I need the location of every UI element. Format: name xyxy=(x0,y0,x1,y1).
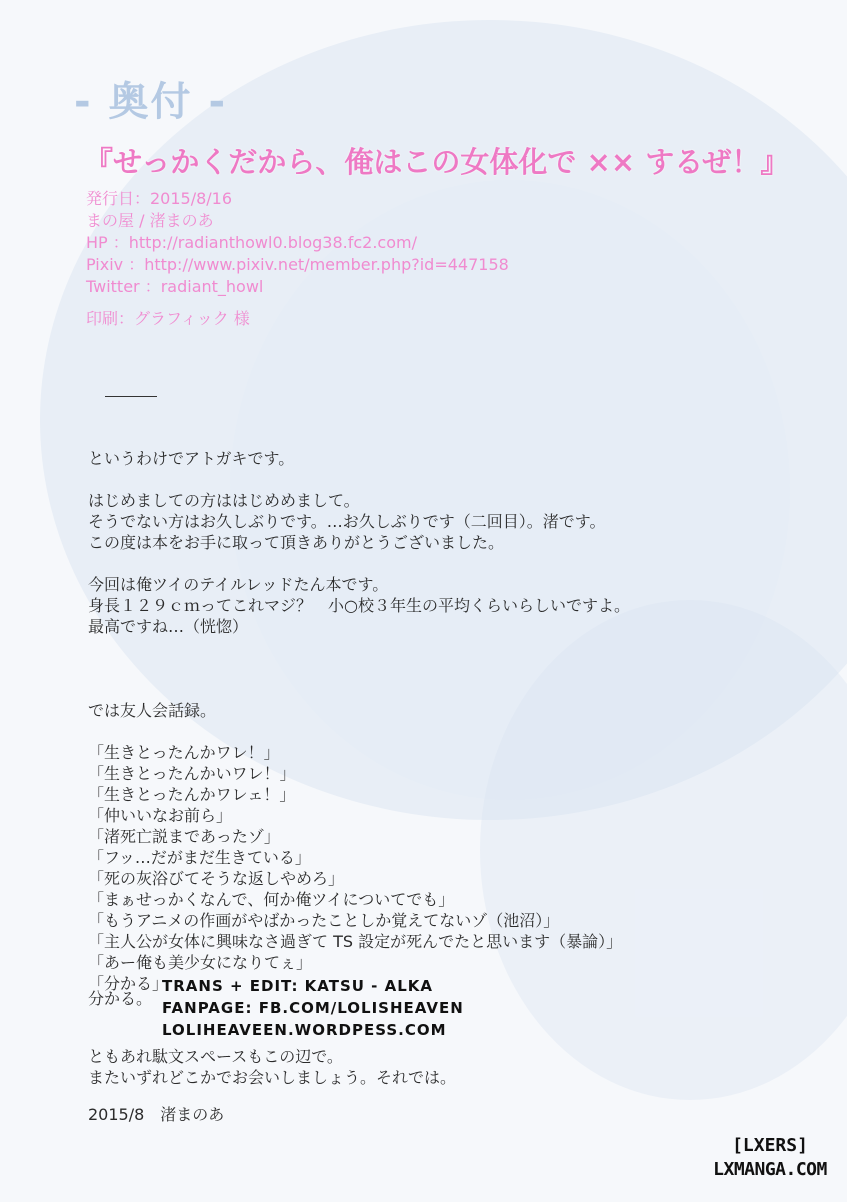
dialogue-line: 「まぁせっかくなんで、何か俺ツイについてでも」 xyxy=(88,890,455,909)
publish-date: 発行日：2015/8/16 xyxy=(86,189,233,208)
closing-text xyxy=(88,1046,456,1088)
page-title: - 奥付 - xyxy=(74,79,228,125)
dialogue-line: 「死の灰浴びてそうな返しやめろ」 xyxy=(88,869,345,888)
afterword-line: 今回は俺ツイのテイルレッドたん本です。 xyxy=(88,575,389,594)
afterword-line xyxy=(88,721,630,742)
afterword-line: 身長１２９ｃｍってこれマジ？ 小○校３年生の平均くらいらしいですよ。 xyxy=(88,596,630,615)
credit-website: LOLIHEAVEEN.WORDPESS.COM xyxy=(162,1021,447,1039)
homepage-url: HP ：http://radianthowl0.blog38.fc2.com/ xyxy=(86,233,417,252)
dialogue-line: 「分かる」 xyxy=(88,974,169,993)
afterword-line: 最高ですね…（恍惚） xyxy=(88,617,249,636)
dialogue-line: 「あー俺も美少女になりてぇ」 xyxy=(88,953,313,972)
watermark-group: [LXERS] xyxy=(732,1135,808,1156)
afterword-line xyxy=(88,553,630,574)
afterword-line xyxy=(88,679,630,700)
divider xyxy=(105,396,157,397)
watermark-site: LXMANGA.COM xyxy=(713,1159,827,1180)
dialogue-line: 「もうアニメの作画がやばかったことしか覚えてないゾ（池沼）」 xyxy=(88,911,560,930)
twitter-handle: Twitter ：radiant_howl xyxy=(86,277,264,296)
dialogue-line: 「仲いいなお前ら」 xyxy=(88,806,233,825)
printer-credit: 印刷：グラフィック 様 xyxy=(86,309,250,328)
afterword-line xyxy=(88,469,630,490)
dialogue-line: 「生きとったんかいワレ！」 xyxy=(88,764,296,783)
scanlation-credits xyxy=(162,975,464,1041)
dialogue-line: 「渚死亡説まであったゾ」 xyxy=(88,827,280,846)
afterword-text xyxy=(88,448,630,994)
closing-line: またいずれどこかでお会いしましょう。それでは。 xyxy=(88,1068,457,1087)
signature: 2015/8 渚まのあ xyxy=(88,1105,225,1124)
closing-line: ともあれ駄文スペースもこの辺で。 xyxy=(88,1047,343,1066)
dialogue-line: 「生きとったんかワレ！」 xyxy=(88,743,280,762)
afterword-line xyxy=(88,637,630,658)
afterword-line xyxy=(88,658,630,679)
credit-fanpage: FANPAGE: FB.COM/LOLISHEAVEN xyxy=(162,999,464,1017)
afterword-line: というわけでアトガキです。 xyxy=(88,449,295,468)
book-title: 『せっかくだから、俺はこの女体化で ×× するぜ！』 xyxy=(84,145,790,179)
afterword-line: はじめましての方ははじめめまして。 xyxy=(88,491,360,510)
site-watermark xyxy=(700,1134,840,1182)
afterword-line: この度は本をお手に取って頂きありがとうございました。 xyxy=(88,533,505,552)
circle-author: まの屋 / 渚まのあ xyxy=(86,211,214,230)
dialogue-line: 「生きとったんかワレェ！」 xyxy=(88,785,296,804)
colophon-info xyxy=(86,188,509,298)
afterword-wakaru: 分かる。 xyxy=(88,989,153,1008)
dialogue-line: 「フッ…だがまだ生きている」 xyxy=(88,848,311,867)
credit-trans-edit: TRANS + EDIT: KATSU - ALKA xyxy=(162,977,434,995)
dialogue-line: 「主人公が女体に興味なさ過ぎて TS 設定が死んでたと思います（暴論）」 xyxy=(88,932,623,951)
afterword-line: そうでない方はお久しぶりです。…お久しぶりです（二回目）。渚です。 xyxy=(88,512,606,531)
afterword-line: では友人会話録。 xyxy=(88,701,217,720)
pixiv-url: Pixiv ：http://www.pixiv.net/member.php?id=447158 xyxy=(86,255,509,274)
